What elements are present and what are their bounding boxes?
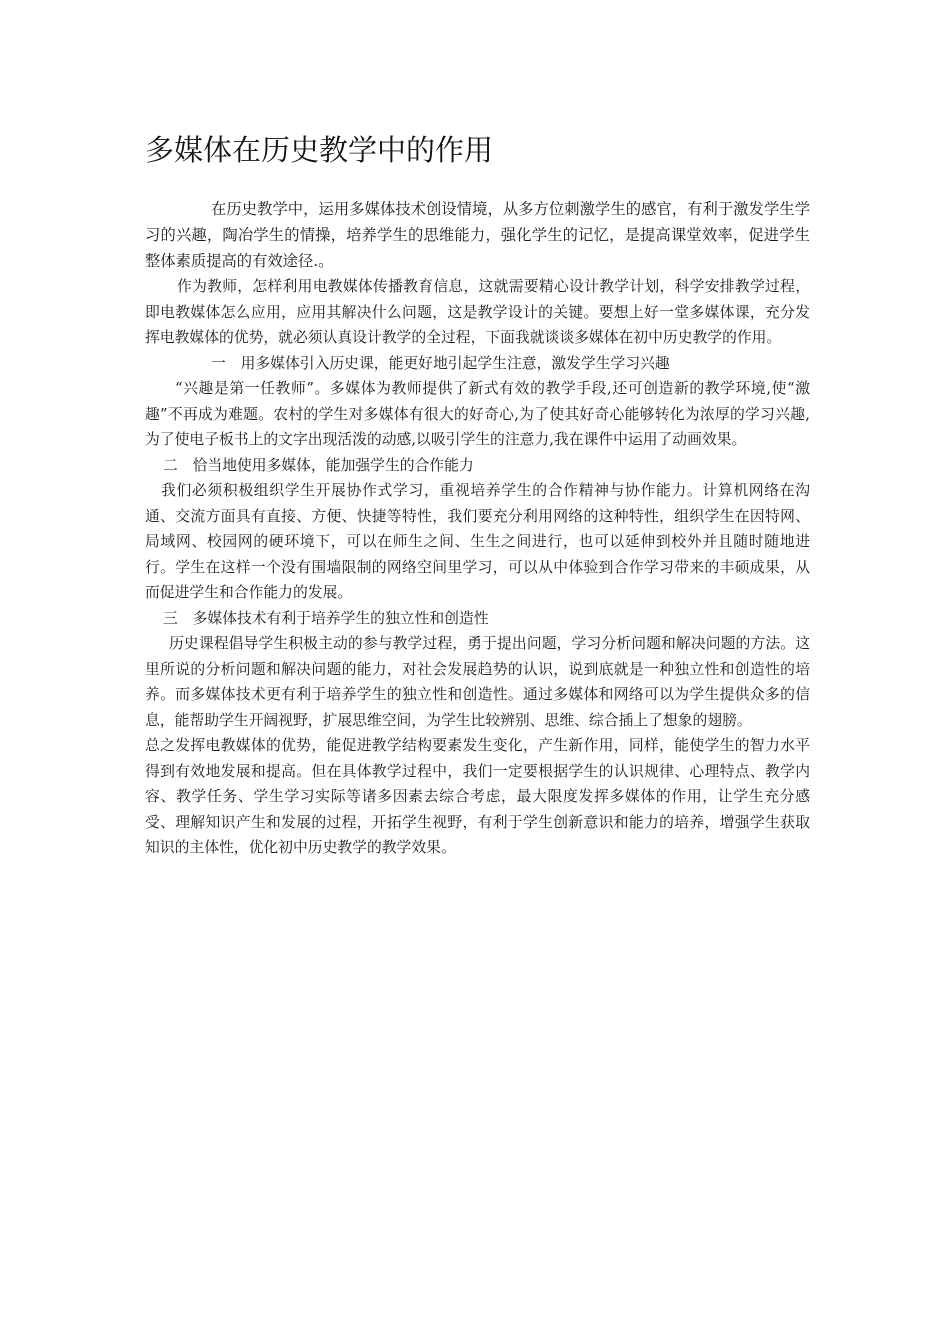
intro-paragraph: 在历史教学中，运用多媒体技术创设情境，从多方位刺激学生的感官，有利于激发学生学习的兴趣，陶冶学生的情操，培养学生的思维能力，强化学生的记忆，是提高课堂效率，促进学生整体素质提高的有效途径.。 (145, 200, 810, 270)
document-title: 多媒体在历史教学中的作用 (145, 133, 494, 167)
teacher-paragraph: 作为教师，怎样利用电教媒体传播教育信息，这就需要精心设计教学计划，科学安排教学过程，即电教媒体怎么应用，应用其解决什么问题，这是教学设计的关键。要想上好一堂多媒体课，充分发挥电教媒体的优势，就必须认真设计教学的全过程，下面我就谈谈多媒体在初中历史教学的作用。 (145, 278, 810, 346)
section-paragraph-1: “兴趣是第一任教师”。多媒体为教师提供了新式有效的教学手段,还可创造新的教学环境,使“激趣”不再成为难题。农村的学生对多媒体有很大的好奇心,为了使其好奇心能够转化为浓厚的学习兴趣,为了使电子板书上的文字出现活泼的动感,以吸引学生的注意力,我在课件中运用了动画效果。 (145, 380, 810, 448)
section-paragraph-2: 我们必须积极组织学生开展协作式学习，重视培养学生的合作精神与协作能力。计算机网络在沟通、交流方面具有直接、方便、快捷等特性，我们要充分利用网络的这种特性，组织学生在因特网、局域网、校园网的硬环境下，可以在师生之间、生生之间进行，也可以延伸到校外并且随时随地进行。学生在这样一个没有围墙限制的网络空间里学习，可以从中体验到合作学习带来的丰硕成果，从而促进学生和合作能力的发展。 (145, 482, 810, 601)
section-heading-1: 一 用多媒体引入历史课，能更好地引起学生注意，激发学生学习兴趣 (211, 354, 670, 372)
document-body (145, 196, 810, 861)
conclusion-paragraph: 总之发挥电教媒体的优势，能促进教学结构要素发生变化，产生新作用，同样，能使学生的智力水平得到有效地发展和提高。但在具体教学过程中，我们一定要根据学生的认识规律、心理特点、教学内容、教学任务、学生学习实际等诸多因素去综合考虑，最大限度发挥多媒体的作用，让学生充分感受、理解知识产生和发展的过程，开拓学生视野，有利于学生创新意识和能力的培养，增强学生获取知识的主体性，优化初中历史教学的教学效果。 (145, 737, 810, 856)
section-heading-3: 三 多媒体技术有利于培养学生的独立性和创造性 (163, 609, 489, 627)
section-heading-2: 二 恰当地使用多媒体，能加强学生的合作能力 (163, 456, 474, 474)
section-paragraph-3: 历史课程倡导学生积极主动的参与教学过程，勇于提出问题，学习分析问题和解决问题的方法。这里所说的分析问题和解决问题的能力，对社会发展趋势的认识，说到底就是一种独立性和创造性的培养。而多媒体技术更有利于培养学生的独立性和创造性。通过多媒体和网络可以为学生提供众多的信息，能帮助学生开阔视野，扩展思维空间，为学生比较辨别、思维、综合插上了想象的翅膀。 (145, 635, 810, 729)
